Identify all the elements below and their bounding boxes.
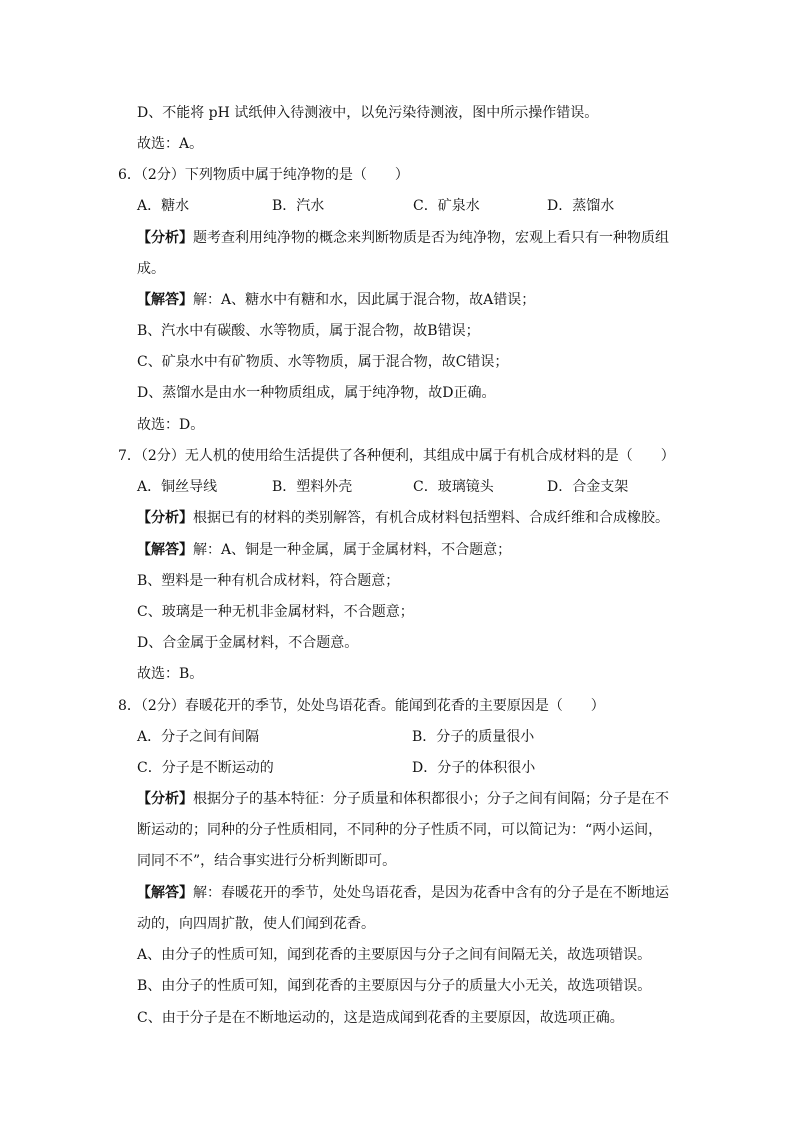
q7-solution-line-b: B、塑料是一种有机合成材料，符合题意； (137, 573, 400, 589)
q6-analysis-tag: 【分析】 (137, 230, 193, 246)
q6-analysis-line-1 (137, 229, 669, 247)
q8-option-a: A．分子之间有间隔 (137, 729, 260, 745)
q7-solution-text: 解：A、铜是一种金属，属于金属材料，不合题意； (193, 542, 512, 558)
q6-solution-line-b: B、汽水中有碳酸、水等物质，属于混合物，故B错误； (137, 323, 480, 339)
q8-stem: 8．（2分）春暖花开的季节，处处鸟语花香。能闻到花香的主要原因是（ ） (118, 698, 605, 714)
q8-solution-line-1 (137, 884, 669, 902)
q6-stem: 6．（2分）下列物质中属于纯净物的是（ ） (118, 167, 409, 183)
q8-solution-line-b: B、由分子的性质可知，闻到花香的主要原因与分子的质量大小无关，故选项错误。 (137, 978, 652, 994)
q7-solution-tag: 【解答】 (137, 542, 193, 558)
q7-option-c: C．玻璃镜头 (413, 479, 494, 495)
q6-solution-text: 解：A、糖水中有糖和水，因此属于混合物，故A错误； (193, 292, 536, 308)
q7-option-d: D．合金支架 (547, 479, 629, 495)
q8-analysis-text: 根据分子的基本特征：分子质量和体积都很小；分子之间有间隔；分子是在不 (193, 791, 669, 807)
q8-solution-text: 解：春暖花开的季节，处处鸟语花香，是因为花香中含有的分子是在不断地运 (193, 885, 669, 901)
q8-analysis-line-2: 断运动的；同种的分子性质相同，不同种的分子性质不同，可以简记为：“两小运间， (137, 822, 663, 838)
q8-solution-line-c: C、由于分子是在不断地运动的，这是造成闻到花香的主要原因，故选项正确。 (137, 1010, 624, 1026)
q6-solution-tag: 【解答】 (137, 292, 193, 308)
q8-option-d: D．分子的体积很小 (412, 760, 536, 776)
q6-option-d: D．蒸馏水 (547, 198, 615, 214)
q7-solution-line-1 (137, 541, 511, 559)
q6-analysis-text: 题考查利用纯净物的概念来判断物质是否为纯净物，宏观上看只有一种物质组 (193, 230, 669, 246)
q8-option-b: B．分子的质量很小 (412, 729, 535, 745)
q7-option-a: A．铜丝导线 (137, 479, 218, 495)
q7-option-b: B．塑料外壳 (272, 479, 353, 495)
q6-solution-line-1 (137, 291, 535, 309)
q8-solution-line-2: 动的，向四周扩散，使人们闻到花香。 (137, 916, 375, 932)
q7-stem: 7．（2分）无人机的使用给生活提供了各种便利，其组成中属于有机合成材料的是（ ） (118, 448, 675, 464)
q6-analysis-line-2: 成。 (137, 261, 165, 277)
q6-option-b: B．汽水 (272, 198, 325, 214)
prev-answer: 故选：A。 (137, 136, 204, 152)
q7-analysis-tag: 【分析】 (137, 510, 193, 526)
q8-analysis-tag: 【分析】 (137, 791, 193, 807)
q8-analysis-line-3: 同同不不”，结合事实进行分析判断即可。 (137, 853, 397, 869)
q7-analysis-text: 根据已有的材料的类别解答，有机合成材料包括塑料、合成纤维和合成橡胶。 (193, 510, 669, 526)
q6-solution-line-d: D、蒸馏水是由水一种物质组成，属于纯净物，故D正确。 (137, 385, 496, 401)
q7-analysis-line-1 (137, 509, 669, 527)
q6-option-c: C．矿泉水 (413, 198, 480, 214)
q6-solution-line-c: C、矿泉水中有矿物质、水等物质，属于混合物，故C错误； (137, 354, 509, 370)
q8-analysis-line-1 (137, 790, 669, 808)
q6-option-a: A．糖水 (137, 198, 190, 214)
q8-solution-tag: 【解答】 (137, 885, 193, 901)
q8-solution-line-a: A、由分子的性质可知，闻到花香的主要原因与分子之间有间隔无关，故选项错误。 (137, 947, 652, 963)
q6-answer: 故选：D。 (137, 417, 205, 433)
q7-solution-line-d: D、合金属于金属材料，不合题意。 (137, 635, 359, 651)
q7-answer: 故选：B。 (137, 666, 204, 682)
q8-option-c: C．分子是不断运动的 (137, 760, 274, 776)
q7-solution-line-c: C、玻璃是一种无机非金属材料，不合题意； (137, 604, 414, 620)
prev-solution-line-d: D、不能将 pH 试纸伸入待测液中，以免污染待测液，图中所示操作错误。 (137, 105, 599, 121)
